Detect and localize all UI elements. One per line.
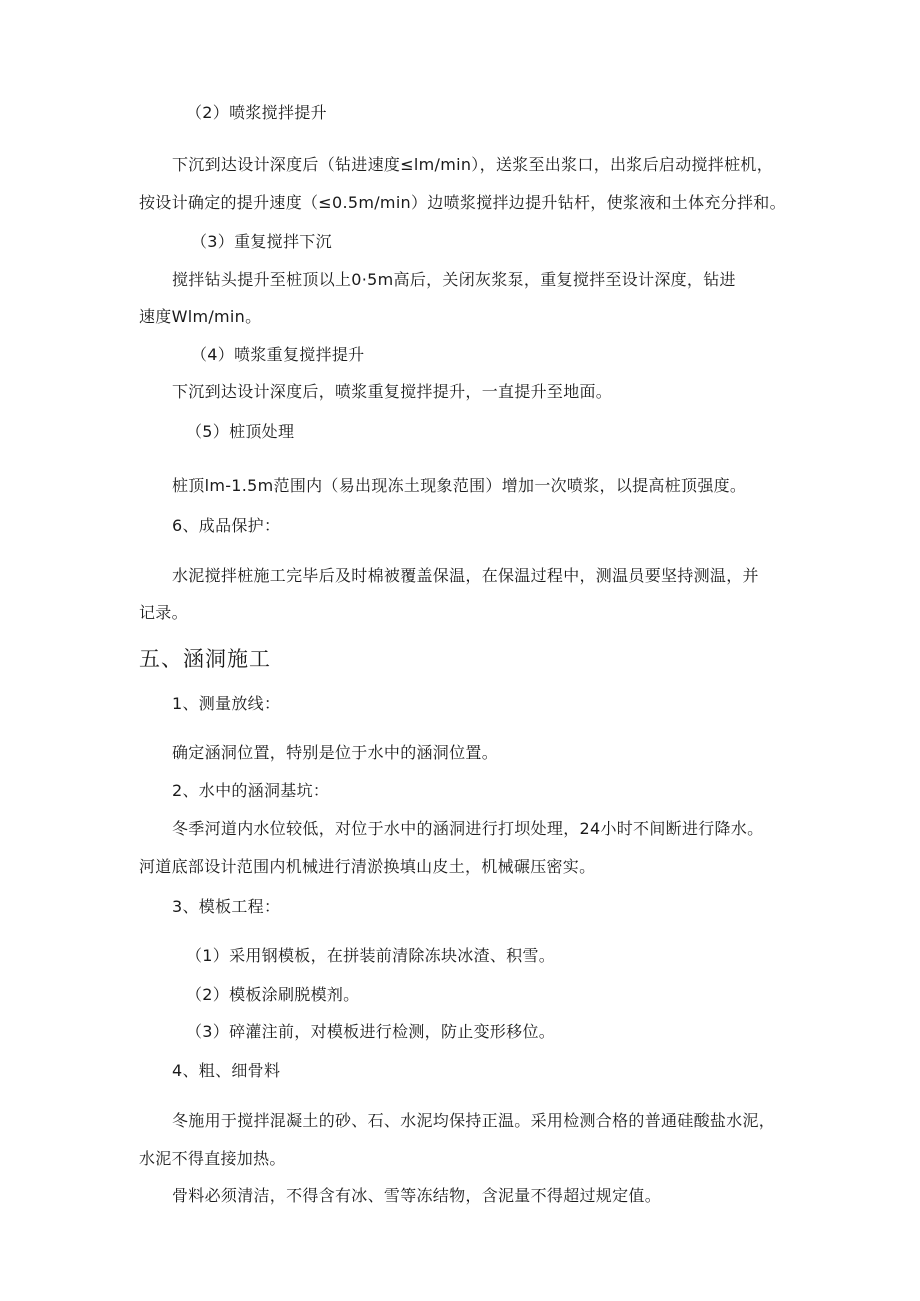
subsection-heading-repeat-down: （3）重复搅拌下沉 <box>191 232 332 251</box>
paragraph-line: 按设计确定的提升速度（≤0.5m∕min）边喷浆搅拌边提升钻杆，使浆液和土体充分拌和。 <box>139 193 786 212</box>
subsection-heading-pile-top: （5）桩顶处理 <box>186 422 295 441</box>
chapter-heading-culvert: 五、涵洞施工 <box>139 647 271 671</box>
paragraph-line: 速度Wlm/min。 <box>139 307 262 326</box>
subsection-heading-repeat-lift: （4）喷浆重复搅拌提升 <box>191 345 365 364</box>
paragraph-line: 水泥不得直接加热。 <box>139 1149 286 1168</box>
paragraph-line: 下沉到达设计深度后，喷浆重复搅拌提升，一直提升至地面。 <box>172 382 613 401</box>
list-item-formwork-2: （2）模板涂刷脱模剂。 <box>186 985 360 1004</box>
section-heading-aggregate: 4、粗、细骨料 <box>172 1061 281 1080</box>
section-heading-protection: 6、成品保护： <box>172 516 281 535</box>
paragraph-line: 记录。 <box>139 603 188 622</box>
paragraph-line: 水泥搅拌桩施工完毕后及时棉被覆盖保温，在保温过程中，测温员要坚持测温，并 <box>172 566 759 585</box>
paragraph-line: 冬季河道内水位较低，对位于水中的涵洞进行打坝处理，24小时不间断进行降水。 <box>172 819 764 838</box>
paragraph-line: 河道底部设计范围内机械进行清淤换填山皮土，机械碾压密实。 <box>139 857 596 876</box>
subsection-heading-spray-lift: （2）喷浆搅拌提升 <box>186 103 327 122</box>
section-heading-survey: 1、测量放线： <box>172 694 281 713</box>
paragraph-line: 骨料必须清洁，不得含有冰、雪等冻结物，含泥量不得超过规定值。 <box>172 1186 662 1205</box>
paragraph-line: 冬施用于搅拌混凝土的砂、石、水泥均保持正温。采用检测合格的普通硅酸盐水泥， <box>172 1111 776 1130</box>
list-item-formwork-3: （3）碎灌注前，对模板进行检测，防止变形移位。 <box>186 1022 556 1041</box>
section-heading-formwork: 3、模板工程： <box>172 897 281 916</box>
paragraph-line: 搅拌钻头提升至桩顶以上0·5m高后，关闭灰浆泵，重复搅拌至设计深度，钻进 <box>172 270 736 289</box>
paragraph-line: 桩顶lm-1.5m范围内（易出现冻土现象范围）增加一次喷浆，以提高桩顶强度。 <box>172 476 747 495</box>
paragraph-line: 确定涵洞位置，特别是位于水中的涵洞位置。 <box>172 743 499 762</box>
paragraph-line: 下沉到达设计深度后（钻进速度≤lm∕min），送浆至出浆口，出浆后启动搅拌桩机， <box>172 155 774 174</box>
list-item-formwork-1: （1）采用钢模板，在拼装前清除冻块冰渣、积雪。 <box>186 946 556 965</box>
section-heading-foundation-pit: 2、水中的涵洞基坑： <box>172 781 330 800</box>
